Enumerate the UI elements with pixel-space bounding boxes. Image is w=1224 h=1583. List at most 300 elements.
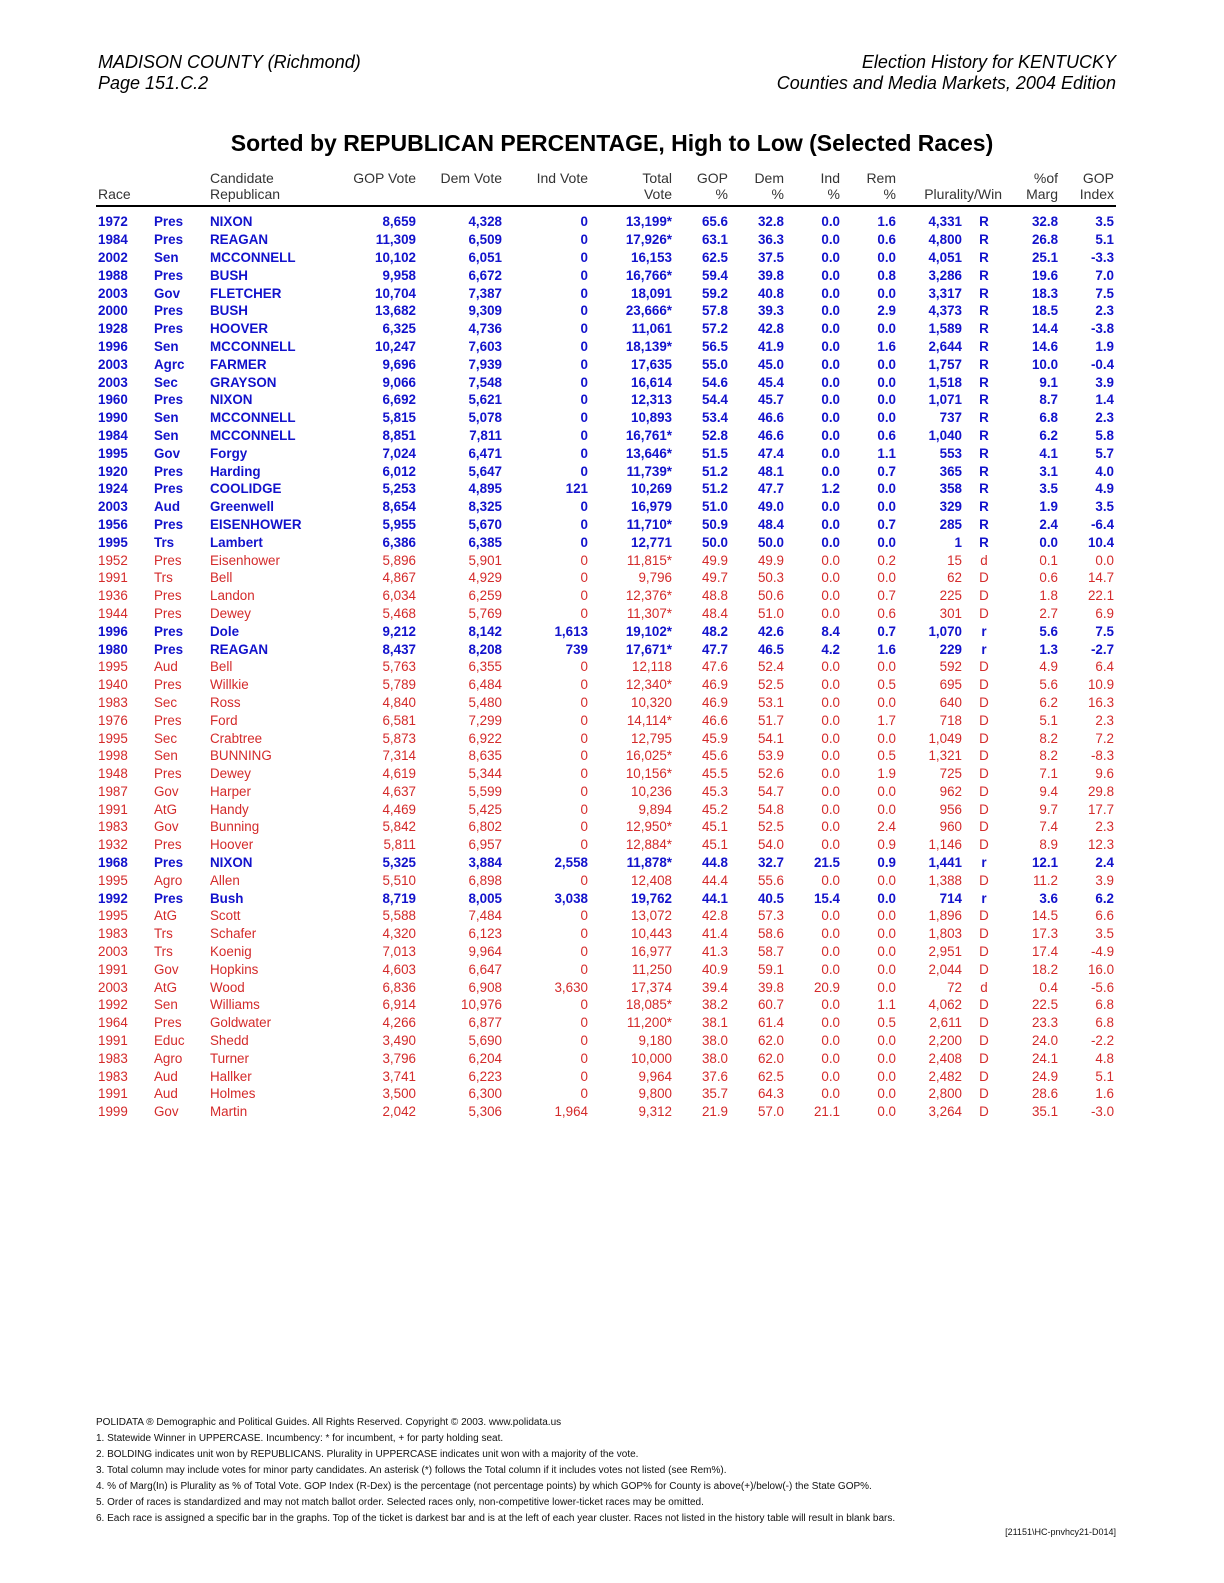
cell-dem-vote: 6,509 xyxy=(468,232,502,248)
cell-pct-margin: 12.1 xyxy=(1031,855,1059,871)
cell-gop-pct: 46.6 xyxy=(701,712,728,728)
cell-dem-vote: 7,603 xyxy=(468,338,502,354)
cell-dem-pct: 62.0 xyxy=(757,1050,784,1066)
cell-gop-index: 0.0 xyxy=(1095,552,1115,568)
table-row xyxy=(96,622,1116,640)
cell-rem-pct: 1.1 xyxy=(877,997,896,1013)
cell-candidate: Hallker xyxy=(210,1068,252,1084)
cell-gop-index: 6.6 xyxy=(1095,908,1115,924)
cell-candidate: Allen xyxy=(210,872,240,888)
cell-ind-pct: 0.0 xyxy=(821,872,840,888)
footnote-1: 1. Statewide Winner in UPPERCASE. Incumbency: * for incumbent, + for party holding seat. xyxy=(96,1433,504,1444)
table-body xyxy=(96,206,1116,1121)
cell-ind-vote: 0 xyxy=(580,605,588,621)
cell-candidate: Bell xyxy=(210,659,233,675)
cell-dem-vote: 7,484 xyxy=(468,908,502,924)
cell-gop-pct: 39.4 xyxy=(701,979,728,995)
cell-dem-vote: 6,908 xyxy=(468,979,502,995)
cell-dem-pct: 48.4 xyxy=(757,516,784,532)
cell-rem-pct: 0.0 xyxy=(877,1068,896,1084)
cell-ind-pct: 0.0 xyxy=(821,232,840,248)
cell-race-year: 1983 xyxy=(98,1050,128,1066)
cell-gop-pct: 53.4 xyxy=(701,410,728,426)
cell-winner: R xyxy=(979,285,989,301)
cell-office: Agro xyxy=(154,1050,183,1066)
cell-total-vote: 16,025* xyxy=(625,748,672,764)
cell-ind-pct: 0.0 xyxy=(821,837,840,853)
cell-ind-pct: 1.2 xyxy=(821,481,840,497)
cell-dem-pct: 57.0 xyxy=(757,1104,784,1120)
cell-total-vote: 9,312 xyxy=(638,1104,672,1120)
cell-race-year: 1991 xyxy=(98,961,128,977)
cell-race-year: 1944 xyxy=(98,605,128,621)
cell-gop-index: 2.3 xyxy=(1095,303,1115,319)
cell-winner: R xyxy=(979,427,989,443)
cell-dem-vote: 6,385 xyxy=(468,534,502,550)
cell-office: Pres xyxy=(154,232,184,248)
cell-candidate: Dole xyxy=(210,623,240,639)
cell-gop-pct: 38.0 xyxy=(701,1033,728,1049)
cell-winner: r xyxy=(981,855,987,871)
cell-office: Pres xyxy=(154,267,184,283)
cell-gop-vote: 10,704 xyxy=(375,285,416,301)
cell-dem-pct: 57.3 xyxy=(757,908,784,924)
cell-dem-vote: 10,976 xyxy=(461,997,502,1013)
cell-rem-pct: 1.6 xyxy=(877,641,896,657)
table-row xyxy=(96,907,1116,925)
cell-rem-pct: 0.0 xyxy=(877,321,896,337)
cell-dem-pct: 42.6 xyxy=(757,623,784,639)
cell-ind-pct: 0.0 xyxy=(821,267,840,283)
cell-total-vote: 9,180 xyxy=(638,1033,672,1049)
cell-race-year: 2003 xyxy=(98,944,128,960)
cell-ind-vote: 0 xyxy=(580,1015,588,1031)
table-row xyxy=(96,533,1116,551)
cell-gop-vote: 5,811 xyxy=(383,837,416,853)
cell-plurality: 4,062 xyxy=(928,997,962,1013)
cell-pct-margin: 3.1 xyxy=(1039,463,1059,479)
cell-dem-vote: 6,051 xyxy=(468,249,502,265)
cell-rem-pct: 0.0 xyxy=(877,944,896,960)
cell-office: AtG xyxy=(154,801,178,817)
cell-plurality: 72 xyxy=(947,979,962,995)
cell-ind-pct: 0.0 xyxy=(821,783,840,799)
cell-gop-vote: 9,212 xyxy=(382,623,416,639)
cell-winner: R xyxy=(979,338,989,354)
cell-dem-pct: 51.0 xyxy=(757,605,784,621)
cell-pct-margin: 22.5 xyxy=(1031,997,1059,1013)
footnote-2: 2. BOLDING indicates unit won by REPUBLICANS. Plurality in UPPERCASE indicates unit won with a majority of the vote. xyxy=(96,1449,639,1460)
table-header-row xyxy=(96,170,1116,206)
cell-office: Trs xyxy=(154,534,175,550)
cell-ind-pct: 0.0 xyxy=(821,303,840,319)
cell-ind-pct: 0.0 xyxy=(821,605,840,621)
table-row xyxy=(96,605,1116,623)
cell-gop-index: 3.5 xyxy=(1095,499,1115,515)
cell-candidate: NIXON xyxy=(210,214,253,230)
cell-ind-pct: 0.0 xyxy=(821,570,840,586)
cell-pct-margin: 5.6 xyxy=(1039,623,1059,639)
cell-race-year: 2003 xyxy=(98,979,128,995)
table-row xyxy=(96,925,1116,943)
cell-gop-pct: 49.9 xyxy=(701,552,728,568)
cell-pct-margin: 28.6 xyxy=(1031,1086,1059,1102)
cell-candidate: MCCONNELL xyxy=(210,249,296,265)
cell-pct-margin: 25.1 xyxy=(1031,249,1059,265)
cell-plurality: 225 xyxy=(939,588,962,604)
cell-total-vote: 13,199* xyxy=(625,214,672,230)
cell-race-year: 1992 xyxy=(98,997,128,1013)
cell-pct-margin: 7.1 xyxy=(1039,766,1059,782)
cell-dem-vote: 6,355 xyxy=(468,659,502,675)
cell-winner: D xyxy=(979,944,989,960)
cell-ind-pct: 0.0 xyxy=(821,819,840,835)
cell-candidate: Dewey xyxy=(210,766,251,782)
cell-gop-index: -2.2 xyxy=(1090,1033,1115,1049)
cell-gop-vote: 10,247 xyxy=(375,338,416,354)
cell-race-year: 1988 xyxy=(98,267,128,283)
cell-candidate: Bunning xyxy=(210,819,260,835)
header-right xyxy=(777,52,1116,94)
cell-office: Pres xyxy=(154,855,184,871)
cell-dem-vote: 7,548 xyxy=(468,374,502,390)
cell-plurality: 553 xyxy=(939,445,962,461)
cell-ind-vote: 0 xyxy=(580,463,588,479)
cell-rem-pct: 0.0 xyxy=(877,410,896,426)
table-row xyxy=(96,231,1116,249)
cell-ind-pct: 0.0 xyxy=(821,321,840,337)
cell-total-vote: 9,800 xyxy=(638,1086,672,1102)
cell-dem-vote: 6,484 xyxy=(468,677,502,693)
cell-plurality: 2,200 xyxy=(928,1033,962,1049)
cell-dem-vote: 4,929 xyxy=(468,570,502,586)
cell-gop-pct: 46.9 xyxy=(701,694,728,710)
cell-rem-pct: 0.0 xyxy=(877,1033,896,1049)
cell-candidate: Willkie xyxy=(210,677,249,693)
cell-gop-vote: 3,500 xyxy=(382,1086,416,1102)
cell-candidate: Ross xyxy=(210,694,241,710)
table-row xyxy=(96,783,1116,801)
cell-dem-vote: 8,142 xyxy=(468,623,502,639)
cell-winner: R xyxy=(979,463,989,479)
cell-office: Gov xyxy=(154,819,179,835)
cell-gop-pct: 38.2 xyxy=(701,997,728,1013)
cell-gop-pct: 21.9 xyxy=(701,1104,728,1120)
cell-dem-pct: 45.7 xyxy=(757,392,784,408)
table-row xyxy=(96,320,1116,338)
cell-gop-vote: 8,719 xyxy=(382,890,416,906)
cell-candidate: FARMER xyxy=(210,356,267,372)
cell-total-vote: 11,307* xyxy=(626,605,672,621)
cell-gop-index: 12.3 xyxy=(1087,837,1115,853)
cell-dem-vote: 5,599 xyxy=(468,783,502,799)
cell-candidate: Bush xyxy=(210,890,244,906)
cell-pct-margin: 9.1 xyxy=(1039,374,1059,390)
cell-rem-pct: 0.9 xyxy=(877,855,896,871)
cell-rem-pct: 0.0 xyxy=(877,908,896,924)
cell-rem-pct: 0.2 xyxy=(877,552,896,568)
cell-plurality: 4,331 xyxy=(928,214,962,230)
cell-gop-vote: 6,325 xyxy=(382,321,416,337)
cell-winner: D xyxy=(979,872,989,888)
cell-dem-pct: 45.0 xyxy=(757,356,784,372)
cell-pct-margin: 14.4 xyxy=(1031,321,1059,337)
cell-gop-vote: 6,386 xyxy=(382,534,416,550)
cell-ind-vote: 0 xyxy=(580,445,588,461)
cell-dem-vote: 9,309 xyxy=(468,303,502,319)
cell-gop-index: 5.7 xyxy=(1095,445,1115,461)
cell-pct-margin: 18.3 xyxy=(1031,285,1059,301)
cell-ind-vote: 0 xyxy=(580,1086,588,1102)
table-row xyxy=(96,1103,1116,1121)
cell-plurality: 2,611 xyxy=(929,1015,962,1031)
cell-gop-index: -3.0 xyxy=(1090,1104,1115,1120)
cell-dem-pct: 45.4 xyxy=(757,374,784,390)
cell-gop-pct: 40.9 xyxy=(701,961,728,977)
footnote-5: 5. Order of races is standardized and may not match ballot order. Selected races only, non-competitive lower-ticket races may be omitted. xyxy=(96,1497,704,1508)
cell-race-year: 1995 xyxy=(98,908,128,924)
table-row xyxy=(96,462,1116,480)
cell-total-vote: 10,156* xyxy=(625,766,672,782)
cell-gop-pct: 48.8 xyxy=(701,588,728,604)
cell-office: Sec xyxy=(154,374,178,390)
cell-dem-pct: 62.5 xyxy=(757,1068,784,1084)
cell-office: Pres xyxy=(154,766,182,782)
cell-gop-index: 2.4 xyxy=(1095,855,1115,871)
cell-plurality: 365 xyxy=(939,463,962,479)
cell-office: Pres xyxy=(154,463,184,479)
cell-ind-pct: 0.0 xyxy=(821,944,840,960)
cell-gop-index: -4.9 xyxy=(1090,944,1115,960)
cell-office: Sen xyxy=(154,249,179,265)
cell-gop-vote: 4,469 xyxy=(382,801,416,817)
cell-ind-pct: 0.0 xyxy=(821,445,840,461)
cell-office: Sen xyxy=(154,427,179,443)
cell-gop-index: 2.3 xyxy=(1095,410,1115,426)
table-row xyxy=(96,889,1116,907)
cell-winner: r xyxy=(981,890,987,906)
cell-dem-vote: 5,425 xyxy=(468,801,502,817)
cell-rem-pct: 0.0 xyxy=(877,356,896,372)
cell-pct-margin: 3.5 xyxy=(1039,481,1059,497)
cell-dem-pct: 41.9 xyxy=(757,338,784,354)
table-row xyxy=(96,1067,1116,1085)
cell-office: Sen xyxy=(154,997,178,1013)
cell-office: Pres xyxy=(154,321,184,337)
cell-gop-pct: 38.0 xyxy=(701,1050,728,1066)
cell-race-year: 2003 xyxy=(98,356,128,372)
cell-plurality: 1,441 xyxy=(928,855,962,871)
cell-pct-margin: 0.1 xyxy=(1039,552,1059,568)
cell-rem-pct: 0.0 xyxy=(877,285,896,301)
cell-winner: D xyxy=(979,570,989,586)
cell-dem-pct: 47.7 xyxy=(757,481,784,497)
cell-total-vote: 16,766* xyxy=(625,267,672,283)
cell-office: Pres xyxy=(154,677,182,693)
cell-ind-vote: 0 xyxy=(580,1050,588,1066)
cell-office: Pres xyxy=(154,605,182,621)
cell-dem-vote: 6,223 xyxy=(468,1068,502,1084)
cell-ind-pct: 8.4 xyxy=(821,623,840,639)
cell-gop-index: 6.9 xyxy=(1095,605,1115,621)
cell-race-year: 2002 xyxy=(98,249,128,265)
cell-total-vote: 10,443 xyxy=(631,926,672,942)
cell-dem-pct: 53.9 xyxy=(757,748,784,764)
cell-gop-index: 6.8 xyxy=(1095,997,1115,1013)
cell-ind-pct: 0.0 xyxy=(821,249,840,265)
col-gop-index: GOP Index xyxy=(1079,170,1115,202)
cell-race-year: 1995 xyxy=(98,872,128,888)
cell-gop-vote: 3,796 xyxy=(382,1050,416,1066)
cell-pct-margin: 9.7 xyxy=(1039,801,1059,817)
cell-gop-pct: 49.7 xyxy=(701,570,728,586)
cell-gop-vote: 5,815 xyxy=(382,410,416,426)
cell-winner: D xyxy=(979,605,989,621)
cell-plurality: 1,040 xyxy=(928,427,962,443)
cell-ind-pct: 0.0 xyxy=(821,694,840,710)
cell-ind-vote: 0 xyxy=(580,374,588,390)
cell-office: Pres xyxy=(154,392,184,408)
cell-total-vote: 17,374 xyxy=(631,979,672,995)
cell-ind-pct: 0.0 xyxy=(821,516,840,532)
cell-dem-vote: 6,877 xyxy=(468,1015,502,1031)
cell-dem-vote: 5,690 xyxy=(468,1033,502,1049)
cell-total-vote: 14,114* xyxy=(626,712,672,728)
cell-gop-vote: 9,066 xyxy=(382,374,416,390)
cell-plurality: 3,264 xyxy=(928,1104,962,1120)
cell-candidate: GRAYSON xyxy=(210,374,277,390)
cell-candidate: Schafer xyxy=(210,926,257,942)
cell-gop-pct: 35.7 xyxy=(701,1086,728,1102)
cell-office: Pres xyxy=(154,588,182,604)
cell-office: Aud xyxy=(154,1068,178,1084)
cell-rem-pct: 1.7 xyxy=(877,712,896,728)
cell-rem-pct: 0.0 xyxy=(877,872,896,888)
cell-plurality: 592 xyxy=(939,659,962,675)
cell-office: Sec xyxy=(154,694,178,710)
cell-race-year: 1968 xyxy=(98,855,128,871)
cell-candidate: REAGAN xyxy=(210,641,269,657)
cell-ind-vote: 1,964 xyxy=(554,1104,588,1120)
cell-total-vote: 9,964 xyxy=(638,1068,672,1084)
cell-dem-pct: 52.4 xyxy=(757,659,784,675)
cell-dem-vote: 8,208 xyxy=(468,641,502,657)
cell-gop-vote: 4,320 xyxy=(382,926,416,942)
cell-office: Pres xyxy=(154,1015,182,1031)
cell-gop-vote: 6,034 xyxy=(382,588,416,604)
cell-candidate: Wood xyxy=(210,979,245,995)
cell-gop-pct: 47.6 xyxy=(701,659,728,675)
cell-gop-pct: 42.8 xyxy=(701,908,728,924)
cell-plurality: 1,896 xyxy=(928,908,962,924)
cell-total-vote: 10,320 xyxy=(631,694,672,710)
cell-gop-pct: 63.1 xyxy=(701,232,728,248)
col-office xyxy=(152,170,208,206)
footnotes xyxy=(96,1415,1116,1527)
cell-gop-index: 7.2 xyxy=(1095,730,1115,746)
cell-winner: D xyxy=(979,837,989,853)
cell-gop-pct: 37.6 xyxy=(701,1068,728,1084)
cell-rem-pct: 0.0 xyxy=(877,659,896,675)
cell-dem-vote: 8,635 xyxy=(468,748,502,764)
cell-winner: R xyxy=(979,374,989,390)
cell-gop-vote: 7,024 xyxy=(382,445,416,461)
page-title: Sorted by REPUBLICAN PERCENTAGE, High to Low (Selected Races) xyxy=(230,130,994,156)
cell-dem-pct: 55.6 xyxy=(757,872,784,888)
cell-rem-pct: 0.7 xyxy=(877,516,896,532)
cell-race-year: 1984 xyxy=(98,427,128,443)
cell-ind-pct: 0.0 xyxy=(821,534,840,550)
cell-dem-vote: 8,325 xyxy=(468,499,502,515)
cell-plurality: 1,071 xyxy=(928,392,962,408)
cell-plurality: 1,321 xyxy=(928,748,962,764)
cell-gop-vote: 3,490 xyxy=(382,1033,416,1049)
cell-pct-margin: 0.4 xyxy=(1039,979,1059,995)
cell-gop-pct: 41.4 xyxy=(701,926,728,942)
cell-office: Sec xyxy=(154,730,178,746)
cell-total-vote: 12,340* xyxy=(625,677,672,693)
cell-plurality: 1,803 xyxy=(928,926,962,942)
cell-gop-index: 5.8 xyxy=(1095,427,1115,443)
cell-plurality: 2,951 xyxy=(928,944,962,960)
cell-total-vote: 9,894 xyxy=(638,801,672,817)
cell-ind-pct: 0.0 xyxy=(821,214,840,230)
cell-gop-pct: 45.5 xyxy=(701,766,728,782)
cell-dem-pct: 54.1 xyxy=(757,730,784,746)
cell-office: Trs xyxy=(154,570,173,586)
cell-total-vote: 17,635 xyxy=(631,356,672,372)
cell-gop-vote: 9,696 xyxy=(382,356,416,372)
cell-gop-vote: 5,763 xyxy=(382,659,416,675)
cell-rem-pct: 0.0 xyxy=(877,890,896,906)
cell-ind-vote: 0 xyxy=(580,267,588,283)
cell-dem-pct: 48.1 xyxy=(757,463,784,479)
cell-office: Agrc xyxy=(154,356,185,372)
cell-pct-margin: 1.8 xyxy=(1039,588,1059,604)
cell-gop-index: 10.9 xyxy=(1087,677,1115,693)
cell-candidate: Bell xyxy=(210,570,233,586)
cell-candidate: Williams xyxy=(210,997,260,1013)
cell-dem-vote: 6,123 xyxy=(468,926,502,942)
cell-total-vote: 12,408 xyxy=(631,872,672,888)
cell-race-year: 1936 xyxy=(98,588,128,604)
cell-total-vote: 11,200* xyxy=(626,1015,672,1031)
cell-candidate: Ford xyxy=(210,712,238,728)
cell-plurality: 962 xyxy=(939,783,962,799)
cell-candidate: Landon xyxy=(210,588,255,604)
cell-gop-index: -3.3 xyxy=(1090,249,1115,265)
cell-total-vote: 18,085* xyxy=(625,997,672,1013)
cell-candidate: Goldwater xyxy=(210,1015,272,1031)
cell-rem-pct: 0.0 xyxy=(877,392,896,408)
cell-rem-pct: 0.7 xyxy=(877,463,896,479)
cell-ind-pct: 0.0 xyxy=(821,730,840,746)
cell-ind-vote: 0 xyxy=(580,321,588,337)
cell-winner: D xyxy=(979,783,989,799)
cell-pct-margin: 8.2 xyxy=(1039,730,1059,746)
cell-total-vote: 12,795 xyxy=(631,730,672,746)
cell-winner: D xyxy=(979,961,989,977)
cell-ind-vote: 0 xyxy=(580,819,588,835)
cell-dem-vote: 6,259 xyxy=(468,588,502,604)
cell-gop-pct: 57.2 xyxy=(701,321,728,337)
cell-race-year: 1952 xyxy=(98,552,128,568)
cell-total-vote: 9,796 xyxy=(638,570,672,586)
cell-pct-margin: 17.4 xyxy=(1031,944,1059,960)
cell-dem-pct: 52.5 xyxy=(757,819,784,835)
cell-dem-pct: 53.1 xyxy=(757,694,784,710)
cell-plurality: 1,757 xyxy=(928,356,962,372)
